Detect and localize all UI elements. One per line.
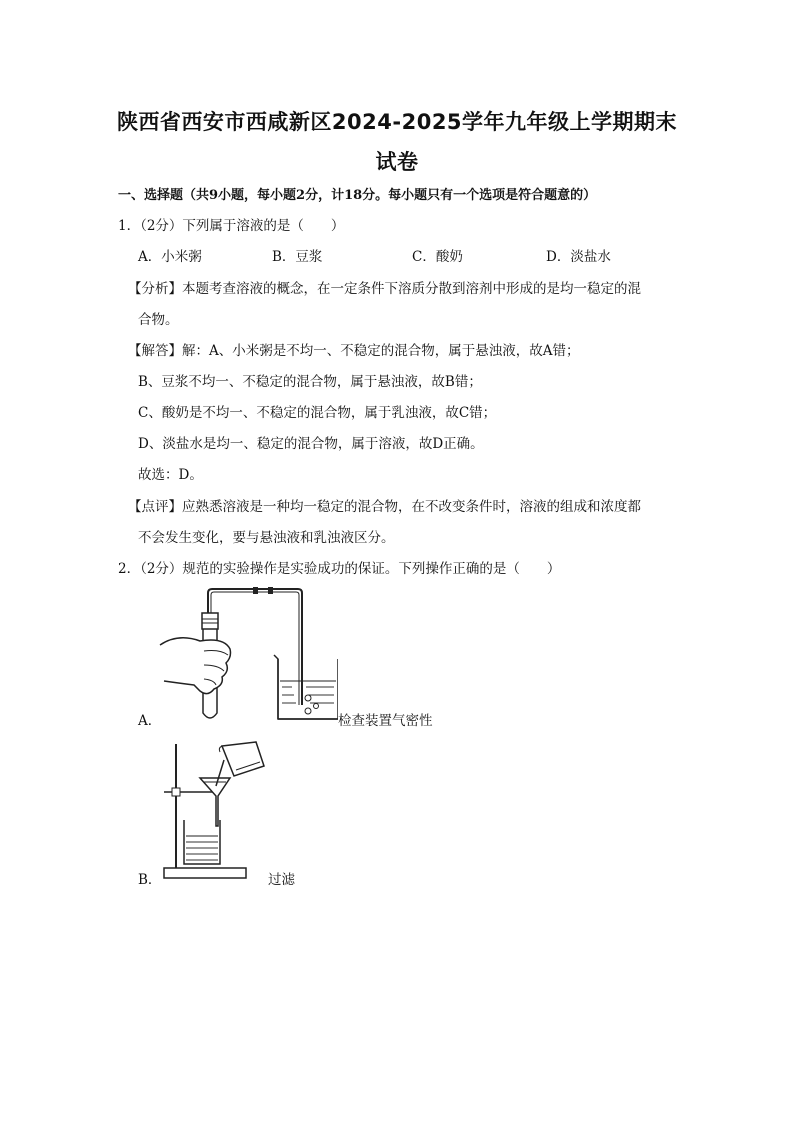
q1-option-b: B．豆浆 xyxy=(272,249,323,265)
q2-option-b-label: B． xyxy=(138,872,162,888)
q2-option-a-label: A． xyxy=(138,713,162,729)
q1-option-a: A．小米粥 xyxy=(138,249,202,265)
q1-answer-line4: D、淡盐水是均一、稳定的混合物，属于溶液，故D正确。 xyxy=(138,436,484,452)
question-2-stem: 2．（2分）规范的实验操作是实验成功的保证。下列操作正确的是（ ） xyxy=(118,561,561,577)
q1-choice: 故选：D。 xyxy=(138,467,203,483)
filtration-apparatus-figure xyxy=(160,740,270,885)
section-header: 一、选择题（共9小题，每小题2分，计18分。每小题只有一个选项是符合题意的） xyxy=(118,188,597,203)
q1-option-c: C．酸奶 xyxy=(412,249,463,265)
q1-answer-line3: C、酸奶是不均一、不稳定的混合物，属于乳浊液，故C错； xyxy=(138,405,497,421)
q2-option-a-caption: 检查装置气密性 xyxy=(338,713,433,729)
q1-comment-line2: 不会发生变化，要与悬浊液和乳浊液区分。 xyxy=(138,530,395,546)
q1-option-d: D．淡盐水 xyxy=(546,249,611,265)
q1-analysis-line1: 【分析】本题考查溶液的概念，在一定条件下溶质分散到溶剂中形成的是均一稳定的混 xyxy=(128,281,641,297)
document-title-line1: 陕西省西安市西咸新区2024-2025学年九年级上学期期末 xyxy=(116,110,678,134)
q1-comment-line1: 【点评】应熟悉溶液是一种均一稳定的混合物，在不改变条件时，溶液的组成和浓度都 xyxy=(128,499,641,515)
q1-answer-line2: B、豆浆不均一、不稳定的混合物，属于悬浊液，故B错； xyxy=(138,374,482,390)
airtightness-apparatus-figure xyxy=(158,585,338,725)
q1-answer-line1: 【解答】解：A、小米粥是不均一、不稳定的混合物，属于悬浊液，故A错； xyxy=(128,343,580,359)
question-1-stem: 1．（2分）下列属于溶液的是（ ） xyxy=(118,218,345,234)
q1-analysis-line2: 合物。 xyxy=(138,312,179,328)
q2-option-b-caption: 过滤 xyxy=(268,872,295,888)
document-title-line2: 试卷 xyxy=(375,150,419,174)
